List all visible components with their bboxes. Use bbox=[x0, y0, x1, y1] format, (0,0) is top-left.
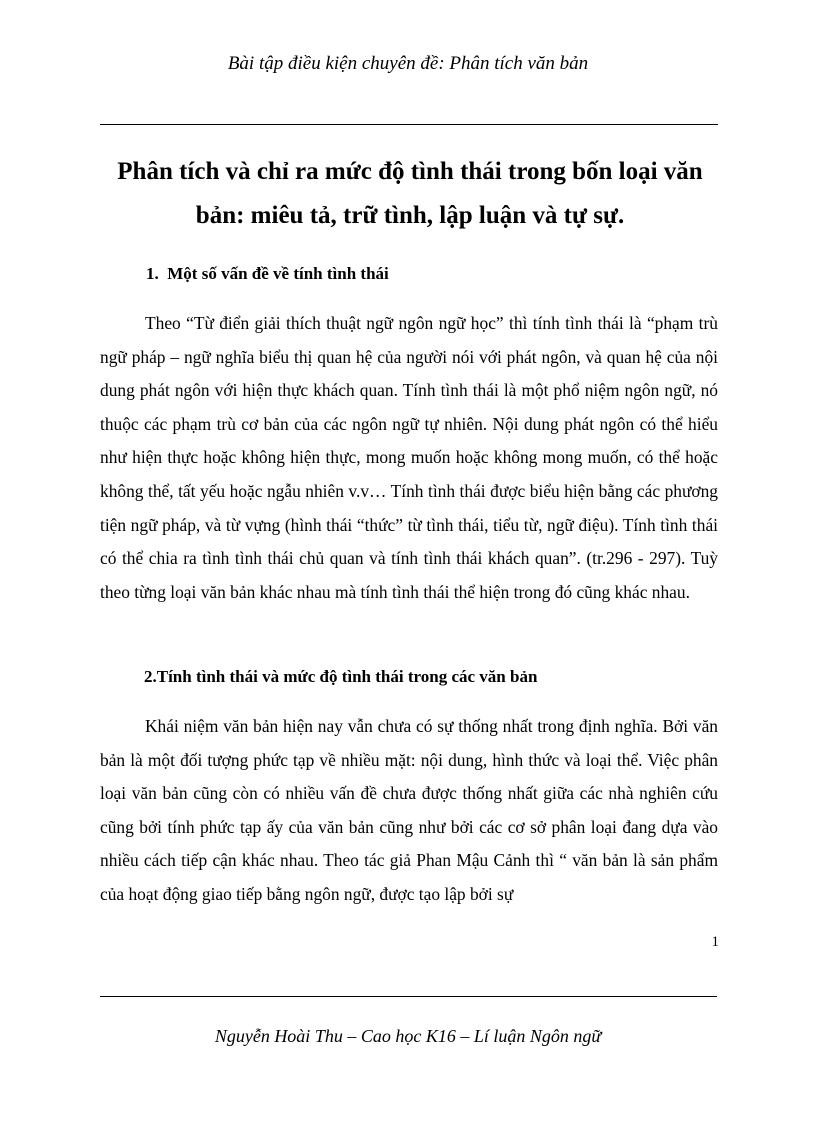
section-1-paragraph: Theo “Từ điển giải thích thuật ngữ ngôn ngữ học” thì tính tình thái là “phạm trù ngữ pháp – ngữ nghĩa biểu thị quan hệ của người nói với phát ngôn, và quan hệ của nội dung phát ngôn với hiện thực khách quan. Tính tình thái là một phổ niệm ngôn ngữ, nó thuộc các phạm trù cơ bản của các ngôn ngữ tự nhiên. Nội dung phát ngôn có thể hiểu như hiện thực hoặc không hiện thực, mong muốn hoặc không mong muốn, có thể hoặc không thể, tất yếu hoặc ngẫu nhiên v.v… Tính tình thái được biểu hiện bằng các phương tiện ngữ pháp, và từ vựng (hình thái “thức” từ tình thái, tiểu từ, ngữ điệu). Tính tình thái có thể chia ra tình tình thái chủ quan và tính tình thái khách quan”. (tr.296 - 297). Tuỳ theo từng loại văn bản khác nhau mà tính tình thái thể hiện trong đó cũng khác nhau. bbox=[100, 313, 718, 602]
section-1-heading-text: Một số vấn đề về tính tình thái bbox=[167, 264, 389, 283]
running-header: Bài tập điều kiện chuyên đề: Phân tích văn bản bbox=[227, 53, 589, 74]
document-title: Phân tích và chỉ ra mức độ tình thái trong bốn loại văn bản: miêu tả, trữ tình, lập luận và tự sự. bbox=[117, 158, 703, 229]
page-number: 1 bbox=[711, 934, 719, 950]
footer-rule bbox=[100, 996, 717, 997]
running-footer: Nguyễn Hoài Thu – Cao học K16 – Lí luận Ngôn ngữ bbox=[214, 1026, 602, 1046]
section-1-number: 1. bbox=[146, 264, 159, 283]
header-rule bbox=[100, 124, 718, 125]
section-2-heading: 2.Tính tình thái và mức độ tình thái trong các văn bản bbox=[144, 667, 538, 686]
section-2-paragraph: Khái niệm văn bản hiện nay vẫn chưa có sự thống nhất trong định nghĩa. Bởi văn bản là một đối tượng phức tạp về nhiều mặt: nội dung, hình thức và loại thể. Việc phân loại văn bản cũng còn có nhiều vấn đề chưa được thống nhất giữa các nhà nghiên cứu cũng bởi tính phức tạp ấy của văn bản cũng như bởi các cơ sở phân loại đang dựa vào nhiều cách tiếp cận khác nhau. Theo tác giả Phan Mậu Cảnh thì “ văn bản là sản phẩm của hoạt động giao tiếp bằng ngôn ngữ, được tạo lập bởi sự bbox=[100, 716, 718, 904]
section-1-heading bbox=[146, 262, 389, 286]
